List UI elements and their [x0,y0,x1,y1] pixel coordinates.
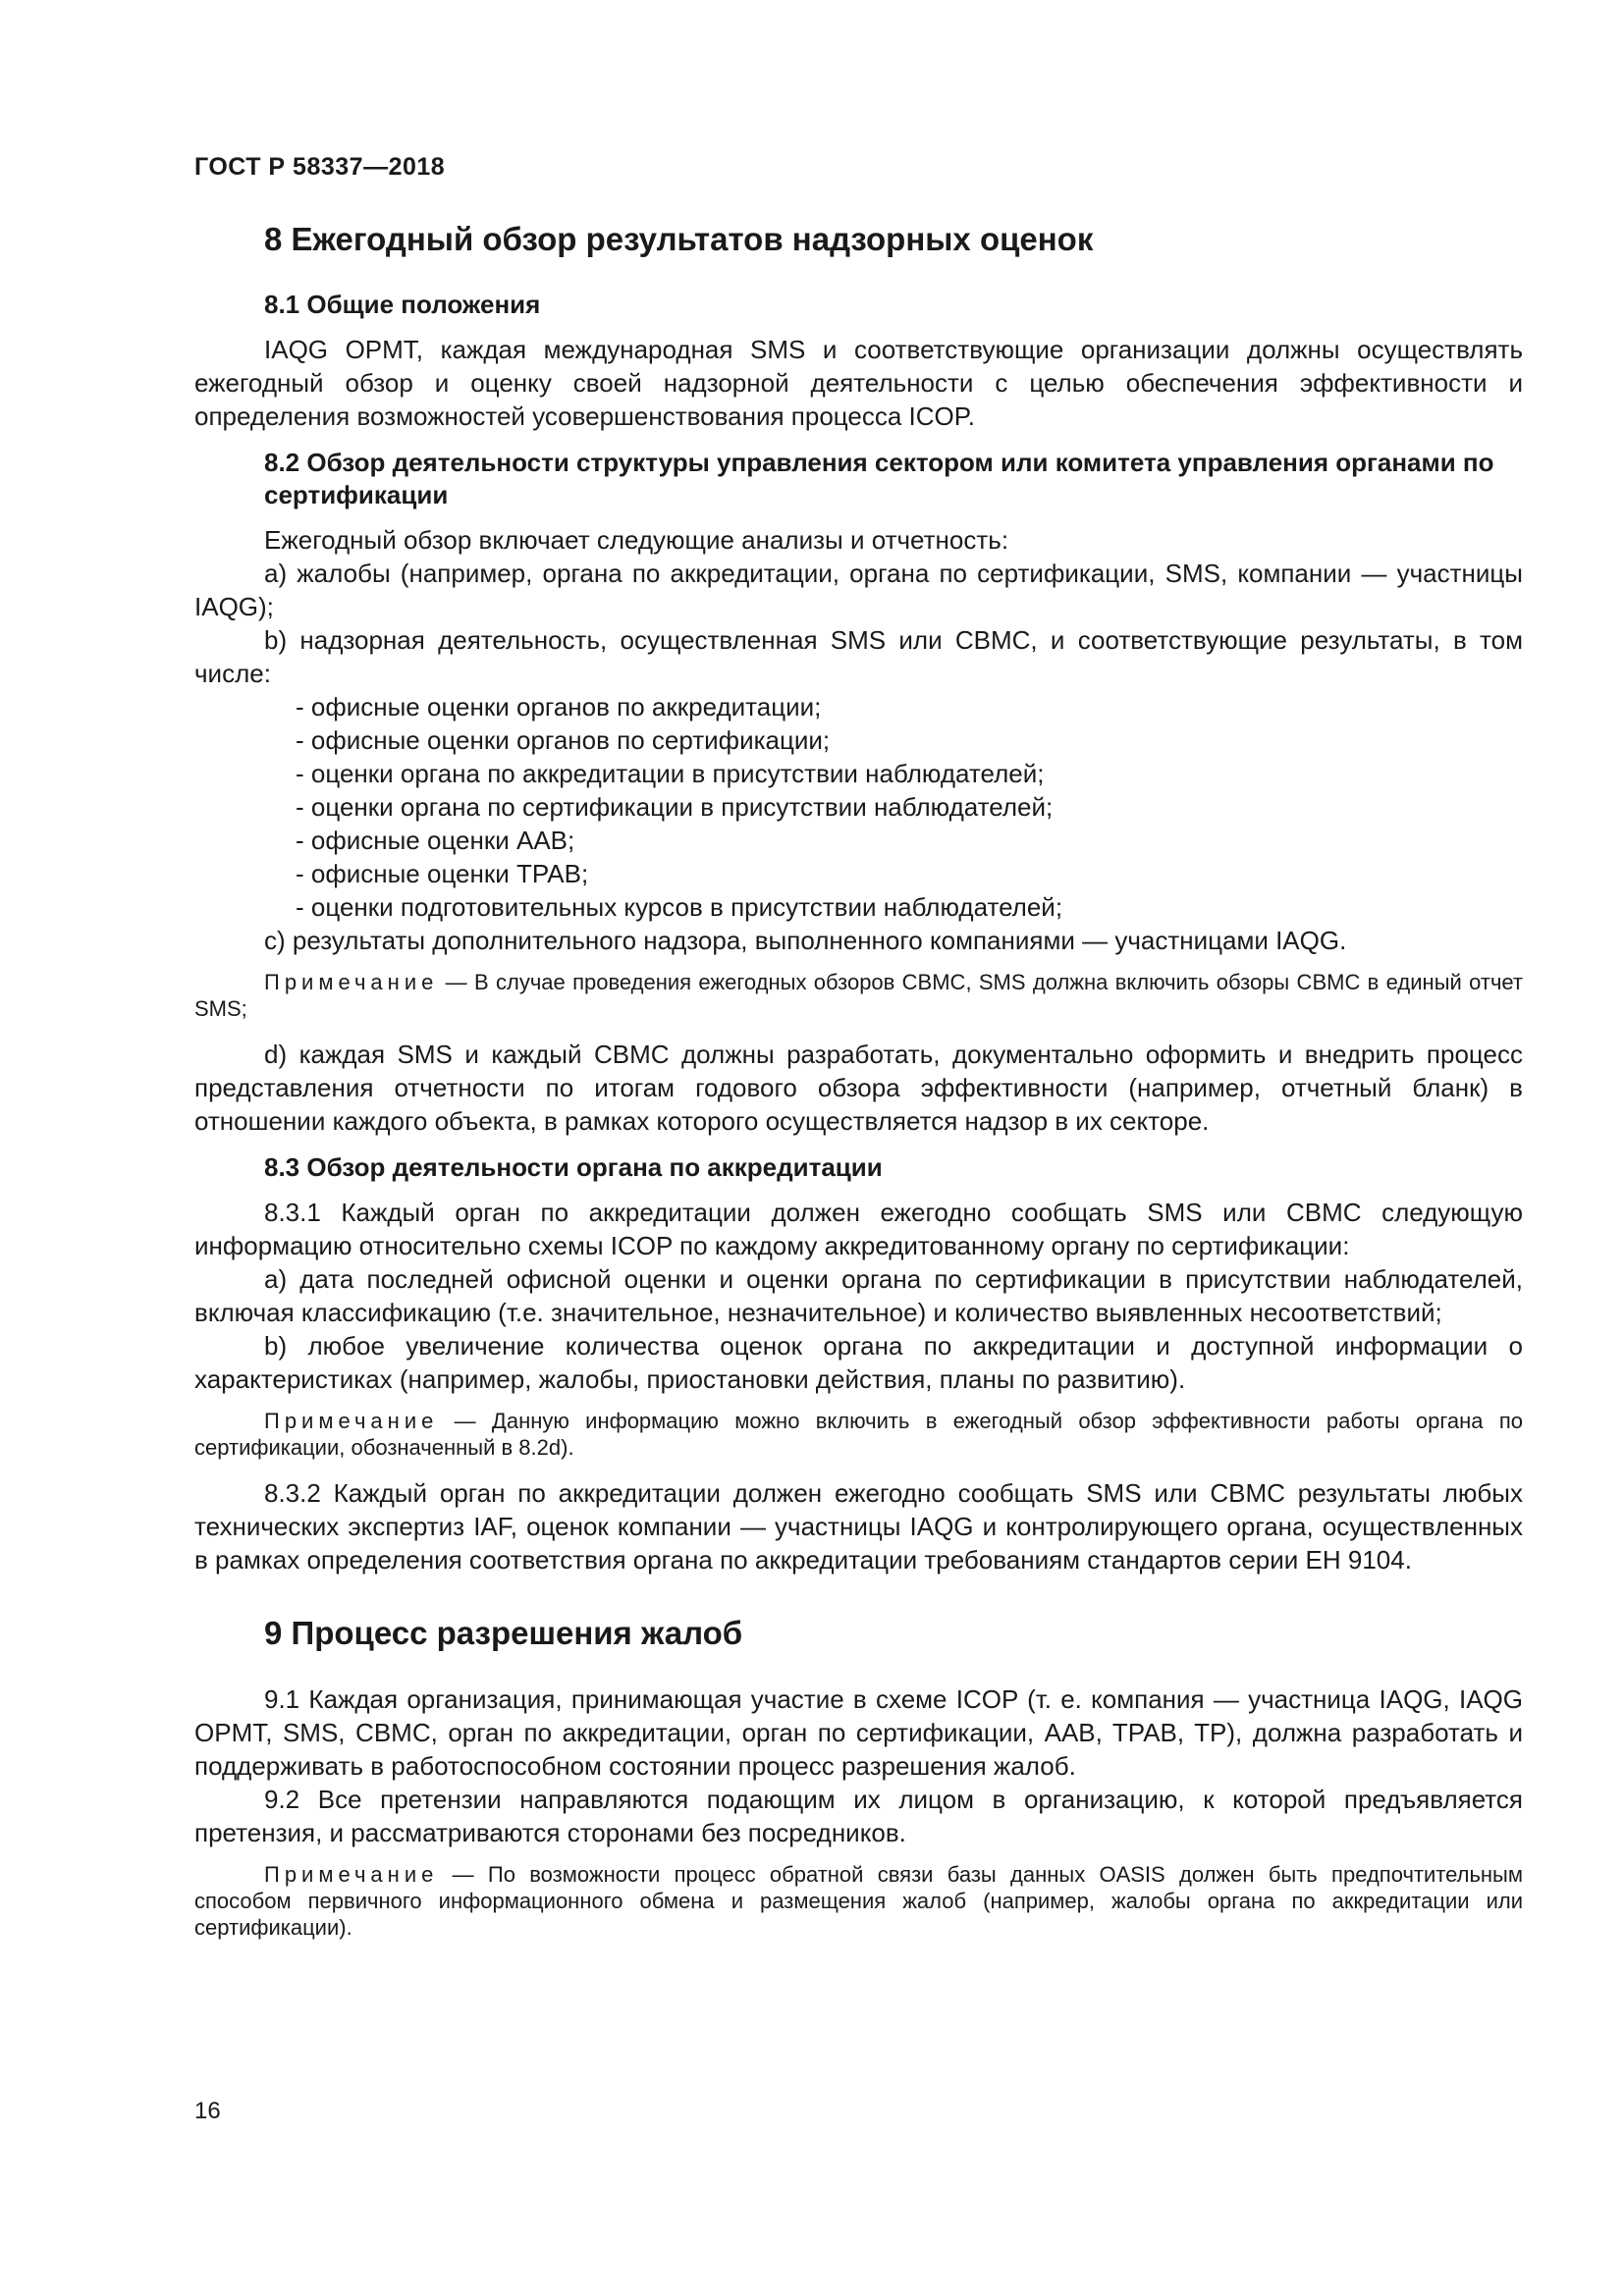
note-text: — По возможности процесс обратной связи базы данных OASIS должен быть предпочтительным способом первичного информационного обмена и размещения жалоб (например, жалобы органа по аккредитации или сертификации). [194,1862,1523,1940]
section-8-1-paragraph: IAQG OPMT, каждая международная SMS и соответствующие организации должны осуществлять ежегодный обзор и оценку своей надзорной деятельности с целью обеспечения эффективности и определения возможностей усовершенствования процесса ICOP. [194,335,1523,431]
section-8-2-intro: Ежегодный обзор включает следующие анализы и отчетность: [264,525,1009,555]
list-item: - офисные оценки органов по сертификации; [296,725,831,755]
document-id: ГОСТ Р 58337—2018 [194,153,446,181]
section-8-3-2-paragraph: 8.3.2 Каждый орган по аккредитации должен ежегодно сообщать SMS или CBMC результаты любых технических экспертиз IAF, оценок компании — участницы IAQG и контролирующего органа, осуществленных в рамках определения соответствия органа по аккредитации требованиям стандартов серии ЕН 9104. [194,1478,1523,1575]
list-item: - офисные оценки TPAB; [296,859,589,888]
section-8-2-sublist [296,690,1523,924]
list-item: - оценки органа по сертификации в присутствии наблюдателей; [296,792,1054,822]
section-8-2-item-c: c) результаты дополнительного надзора, выполненного компаниями — участницами IAQG. [264,926,1347,955]
section-8-2-item-b: b) надзорная деятельность, осуществленная SMS или CBMC, и соответствующие результаты, в том числе: [194,625,1523,688]
page-number: 16 [194,2098,221,2124]
note-1 [194,969,1523,1022]
section-9-1-paragraph: 9.1 Каждая организация, принимающая участие в схеме ICOP (т. е. компания — участница IAQG, IAQG OPMT, SMS, CBMC, орган по аккредитации, орган по сертификации, AAB, TPAB, TP), должна разработать и поддерживать в работоспособном состоянии процесс разрешения жалоб. [194,1684,1523,1781]
section-8-title: 8 Ежегодный обзор результатов надзорных оценок [264,221,1094,257]
section-8-2-item-a: a) жалобы (например, органа по аккредитации, органа по сертификации, SMS, компании — участницы IAQG); [194,559,1523,621]
list-item: - офисные оценки AAB; [296,826,575,855]
page-content [194,218,1523,1956]
note-text: — Данную информацию можно включить в ежегодный обзор эффективности работы органа по сертификации, обозначенный в 8.2d). [194,1409,1523,1460]
section-8-2-item-d: d) каждая SMS и каждый CBMC должны разработать, документально оформить и внедрить процесс представления отчетности по итогам годового обзора эффективности (например, отчетный бланк) в отношении каждого объекта, в рамках которого осуществляется надзор в их секторе. [194,1040,1523,1136]
list-item: - оценки органа по аккредитации в присутствии наблюдателей; [296,759,1045,788]
section-8-3-1-item-a: a) дата последней офисной оценки и оценки органа по сертификации в присутствии наблюдателей, включая классификацию (т.е. значительное, незначительное) и количество выявленных несоответствий; [194,1264,1523,1327]
section-8-3-1-item-b: b) любое увеличение количества оценок органа по аккредитации и доступной информации о характеристиках (например, жалобы, приостановки действия, планы по развитию). [194,1331,1523,1394]
note-label: Примечание [264,1862,439,1887]
section-8-3-title: 8.3 Обзор деятельности органа по аккредитации [264,1152,883,1182]
section-8-3-1-paragraph: 8.3.1 Каждый орган по аккредитации должен ежегодно сообщать SMS или CBMC следующую информацию относительно схемы ICOP по каждому аккредитованному органу по сертификации: [194,1198,1523,1260]
note-2 [194,1408,1523,1461]
section-8-2-title: 8.2 Обзор деятельности структуры управления сектором или комитета управления органами по сертификации [264,448,1494,509]
section-9-2-paragraph: 9.2 Все претензии направляются подающим их лицом в организацию, к которой предъявляется претензия, и рассматриваются сторонами без посредников. [194,1785,1523,1847]
note-3 [194,1861,1523,1941]
note-text: — В случае проведения ежегодных обзоров CBMC, SMS должна включить обзоры CBMC в единый отчет SMS; [194,970,1523,1021]
note-label: Примечание [264,970,439,994]
list-item: - оценки подготовительных курсов в присутствии наблюдателей; [296,892,1063,922]
note-label: Примечание [264,1409,439,1433]
section-9-title: 9 Процесс разрешения жалоб [264,1615,743,1651]
section-8-1-title: 8.1 Общие положения [264,290,541,319]
list-item: - офисные оценки органов по аккредитации; [296,692,822,721]
